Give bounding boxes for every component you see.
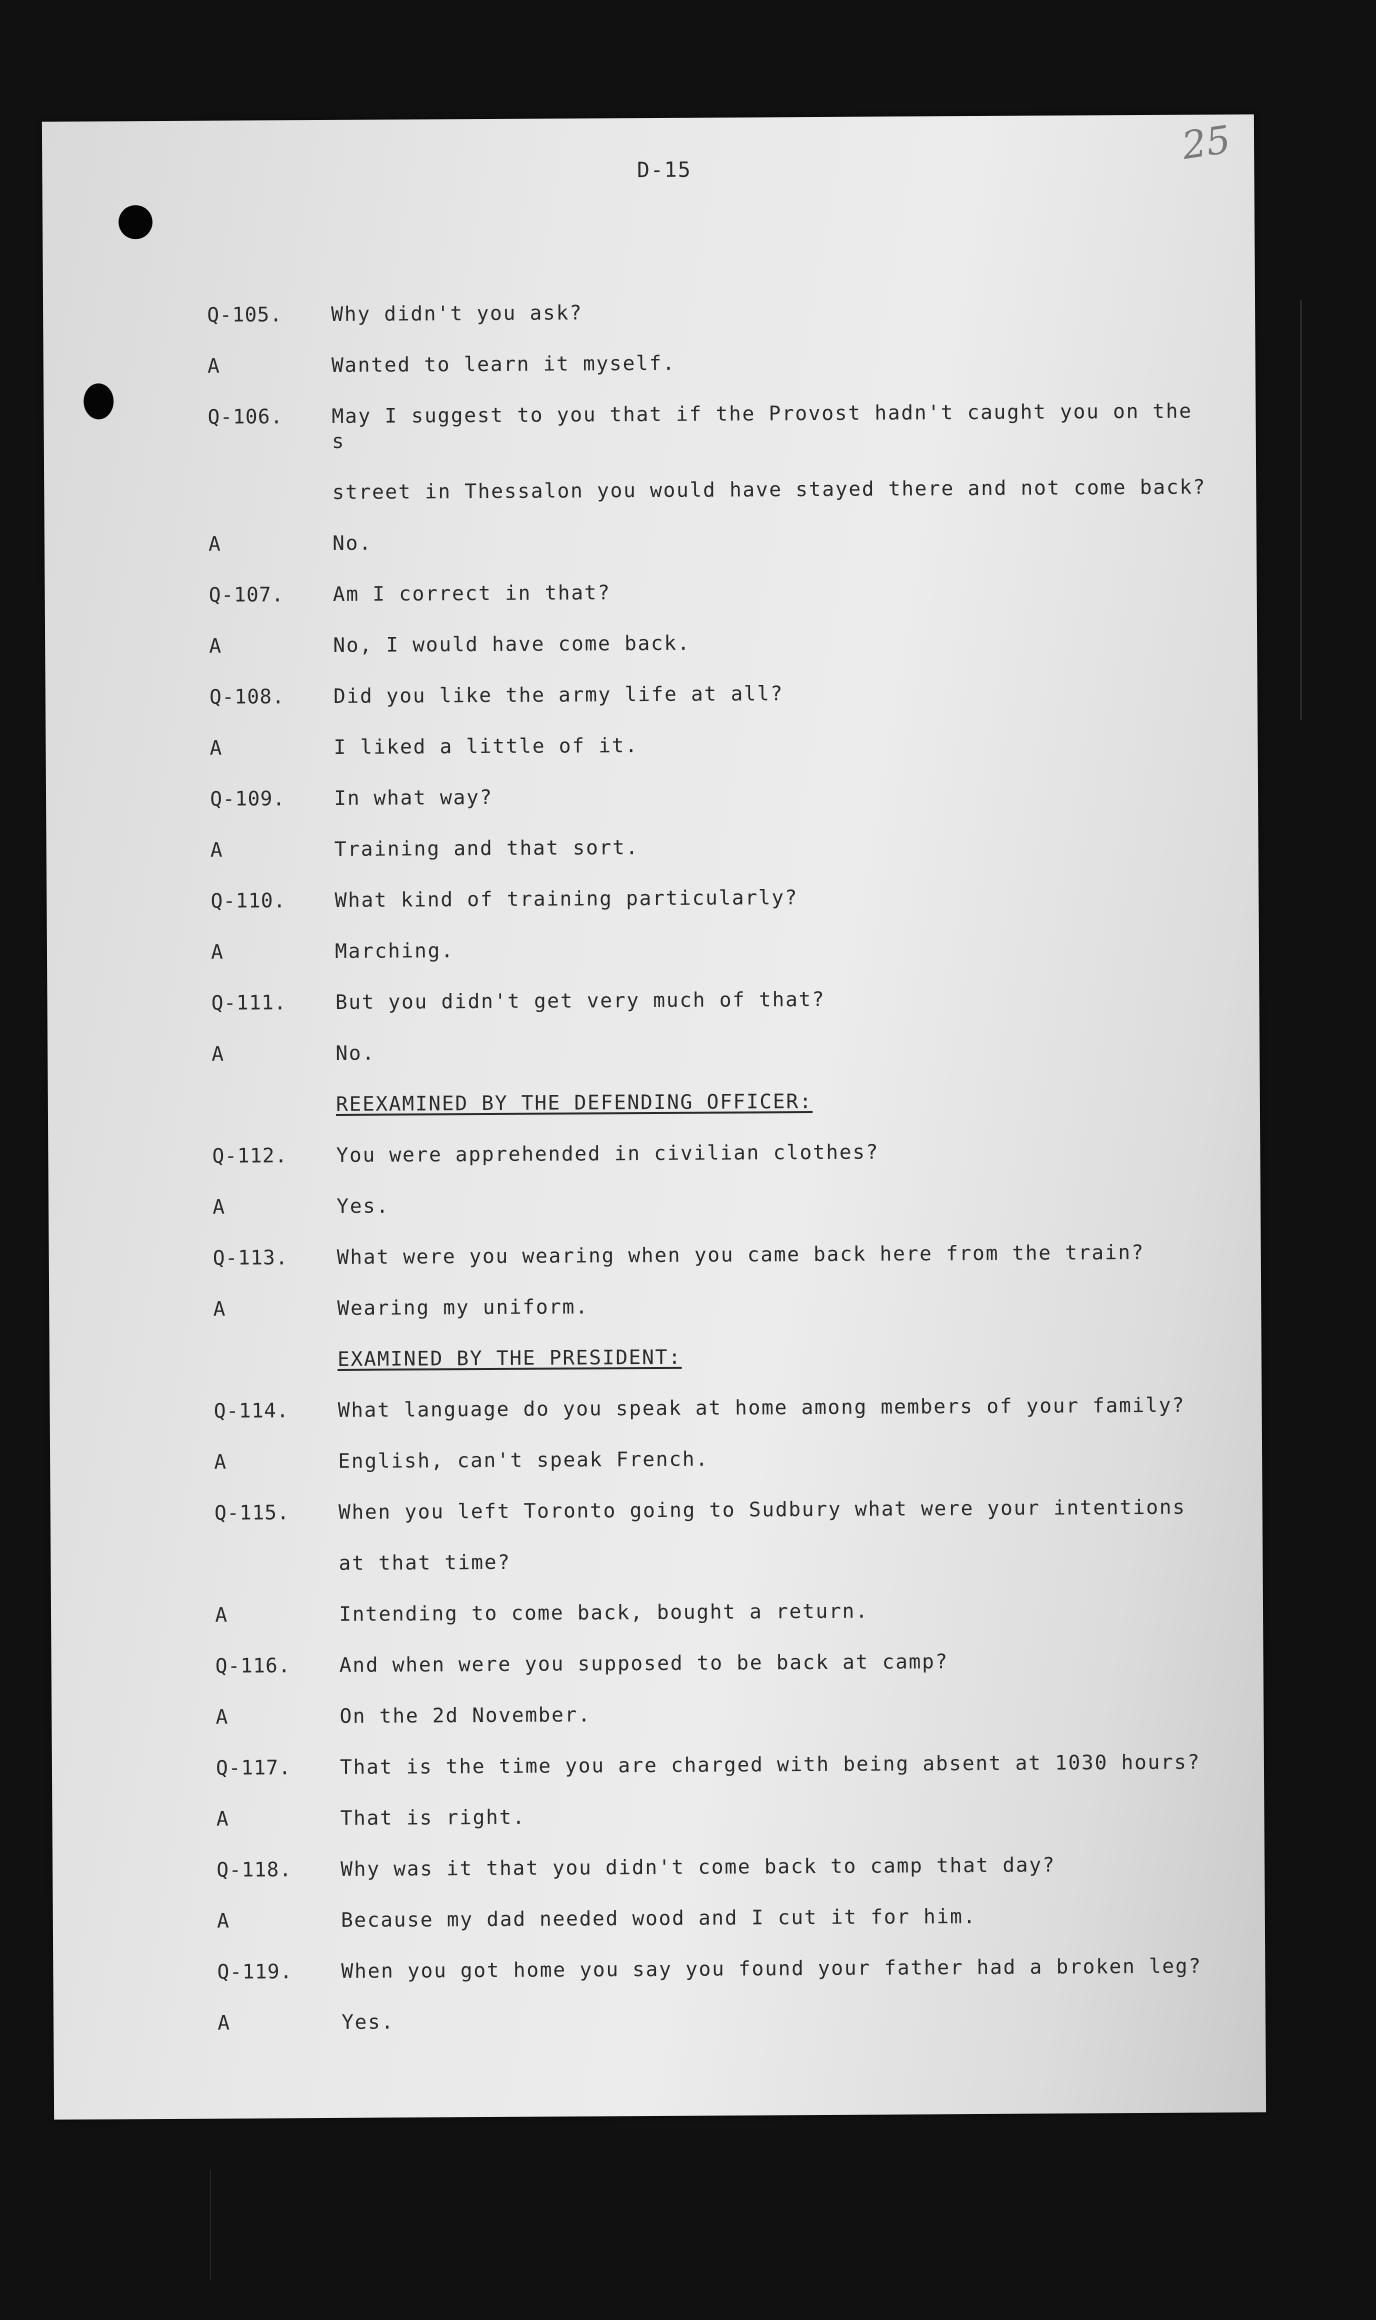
- answer-entry: [216, 1801, 1226, 1832]
- question-text: [337, 1240, 1223, 1270]
- section-heading: EXAMINED BY THE PRESIDENT:: [337, 1344, 682, 1371]
- question-text: [338, 1393, 1224, 1423]
- answer-marker: A: [217, 2010, 231, 2035]
- question-number: Q-110.: [210, 888, 286, 913]
- answer-entry: [216, 1699, 1226, 1730]
- answer-marker: A: [214, 1449, 227, 1474]
- text-line: In what way?: [333, 784, 494, 810]
- question-entry: [213, 1240, 1223, 1271]
- question-entry: [209, 679, 1219, 710]
- text-line: Why was it that you didn't come back to camp that day?: [340, 1852, 1056, 1881]
- text-line: English, can't speak French.: [338, 1446, 709, 1473]
- answer-entry: [207, 348, 1217, 379]
- answer-text: [341, 2005, 1227, 2035]
- question-text: [333, 679, 1219, 709]
- answer-text: [340, 1699, 1226, 1729]
- film-scratch: [210, 2170, 211, 2280]
- text-line: Am I correct in that?: [332, 580, 611, 606]
- question-number: Q-107.: [208, 582, 285, 607]
- text-line: Yes.: [336, 1193, 390, 1218]
- question-entry: [217, 1954, 1227, 1985]
- question-text: [341, 1852, 1227, 1882]
- question-number: Q-112.: [212, 1143, 288, 1168]
- answer-marker: A: [209, 633, 222, 658]
- answer-entry: [217, 1903, 1227, 1934]
- text-line: Training and that sort.: [334, 835, 639, 861]
- text-line: at that time?: [338, 1549, 511, 1575]
- answer-marker: A: [213, 1296, 226, 1321]
- question-number: Q-114.: [213, 1398, 290, 1423]
- question-number: Q-105.: [207, 302, 283, 327]
- text-line: Intending to come back, bought a return.: [338, 1598, 869, 1626]
- text-line: When you left Toronto going to Sudbury what were your intentions: [338, 1494, 1186, 1524]
- question-entry: [211, 883, 1221, 914]
- question-number: Q-106.: [207, 404, 284, 429]
- text-line: street in Thessalon you would have stayed there and not come back?: [332, 474, 1207, 504]
- text-line: No.: [335, 1040, 376, 1065]
- text-line: Wanted to learn it myself.: [331, 350, 676, 377]
- question-text: [336, 1138, 1222, 1168]
- answer-entry: [212, 1036, 1222, 1067]
- answer-marker: A: [212, 1194, 226, 1219]
- answer-entry: [211, 934, 1221, 965]
- question-entry: [207, 297, 1217, 328]
- punch-hole: [84, 383, 114, 419]
- text-line: No.: [332, 530, 373, 555]
- answer-marker: A: [211, 1041, 225, 1066]
- question-entry: [215, 1648, 1225, 1679]
- text-line: But you didn't get very much of that?: [335, 986, 826, 1014]
- question-text: [338, 1495, 1224, 1576]
- folio-mark: 25: [1178, 117, 1233, 168]
- question-text: [340, 1750, 1226, 1780]
- section-heading: REEXAMINED BY THE DEFENDING OFFICER:: [335, 1089, 813, 1116]
- page-number: D-15: [636, 157, 692, 183]
- page-header: [42, 154, 1254, 185]
- punch-hole: [118, 205, 152, 239]
- answer-marker: A: [214, 1602, 228, 1627]
- answer-marker: A: [216, 1908, 230, 1933]
- question-number: Q-119.: [217, 1959, 293, 1984]
- question-entry: [214, 1495, 1224, 1577]
- text-line: May I suggest to you that if the Provost hadn't caught you on the s: [331, 398, 1193, 453]
- question-number: Q-109.: [209, 786, 286, 811]
- transcript: [207, 297, 1228, 2062]
- answer-entry: [210, 832, 1220, 863]
- answer-entry: [210, 730, 1220, 761]
- film-scratch: [1300, 300, 1302, 720]
- text-line: That is right.: [340, 1804, 526, 1830]
- question-text: [341, 1954, 1227, 1984]
- answer-text: [331, 348, 1217, 378]
- question-text: [333, 577, 1219, 607]
- answer-text: [338, 1444, 1224, 1474]
- text-line: Marching.: [334, 938, 455, 963]
- question-entry: [210, 781, 1220, 812]
- text-line: What kind of training particularly?: [334, 885, 799, 912]
- text-line: Wearing my uniform.: [337, 1294, 589, 1320]
- text-line: On the 2d November.: [339, 1702, 592, 1728]
- question-entry: [217, 1852, 1227, 1883]
- question-entry: [214, 1393, 1224, 1424]
- answer-text: [334, 832, 1220, 862]
- answer-marker: A: [207, 353, 221, 378]
- text-line: No, I would have come back.: [333, 630, 691, 657]
- text-line: Did you like the army life at all?: [333, 681, 784, 708]
- text-line: Because my dad needed wood and I cut it for him.: [340, 1904, 977, 1932]
- answer-marker: A: [209, 735, 223, 760]
- answer-entry: [217, 2005, 1227, 2036]
- text-line: What language do you speak at home among members of your family?: [337, 1392, 1186, 1422]
- answer-marker: A: [210, 837, 223, 862]
- text-line: And when were you supposed to be back at camp?: [339, 1649, 949, 1677]
- answer-entry: [209, 628, 1219, 659]
- question-text: [335, 883, 1221, 913]
- question-entry: [208, 399, 1219, 506]
- answer-text: [341, 1903, 1227, 1933]
- answer-entry: [214, 1444, 1224, 1475]
- text-line: Why didn't you ask?: [331, 300, 583, 326]
- answer-text: [332, 526, 1218, 556]
- text-line: Yes.: [341, 2009, 395, 2034]
- answer-entry: [212, 1189, 1222, 1220]
- question-text: [335, 985, 1221, 1015]
- answer-text: [333, 628, 1219, 658]
- answer-text: [340, 1801, 1226, 1831]
- answer-text: [334, 730, 1220, 760]
- answer-marker: A: [216, 1806, 229, 1831]
- text-line: What were you wearing when you came back here from the train?: [336, 1240, 1145, 1269]
- question-number: Q-116.: [215, 1653, 291, 1678]
- text-line: When you got home you say you found your father had a broken leg?: [341, 1953, 1202, 1983]
- question-entry: [212, 1138, 1222, 1169]
- question-text: [334, 781, 1220, 811]
- text-line: That is the time you are charged with being absent at 1030 hours?: [339, 1749, 1201, 1779]
- text-line: You were apprehended in civilian clothes?: [336, 1139, 880, 1167]
- answer-entry: [215, 1597, 1225, 1628]
- question-text: [331, 297, 1217, 327]
- answer-text: [335, 934, 1221, 964]
- document-page: [42, 114, 1266, 2119]
- question-number: Q-115.: [214, 1500, 290, 1525]
- answer-marker: A: [208, 531, 222, 556]
- question-text: [332, 399, 1219, 505]
- answer-marker: A: [210, 939, 224, 964]
- answer-entry: [213, 1291, 1223, 1322]
- question-entry: [209, 577, 1219, 608]
- answer-text: [336, 1189, 1222, 1219]
- answer-text: [337, 1291, 1223, 1321]
- answer-entry: [208, 526, 1218, 557]
- answer-marker: A: [215, 1704, 229, 1729]
- question-number: Q-108.: [209, 684, 285, 709]
- question-number: Q-113.: [212, 1245, 289, 1270]
- question-number: Q-117.: [215, 1755, 292, 1780]
- answer-text: [336, 1036, 1222, 1066]
- question-number: Q-111.: [211, 990, 287, 1015]
- question-number: Q-118.: [216, 1857, 292, 1882]
- question-entry: [216, 1750, 1226, 1781]
- text-line: I liked a little of it.: [333, 733, 639, 759]
- question-text: [339, 1648, 1225, 1678]
- answer-text: [339, 1597, 1225, 1627]
- question-entry: [211, 985, 1221, 1016]
